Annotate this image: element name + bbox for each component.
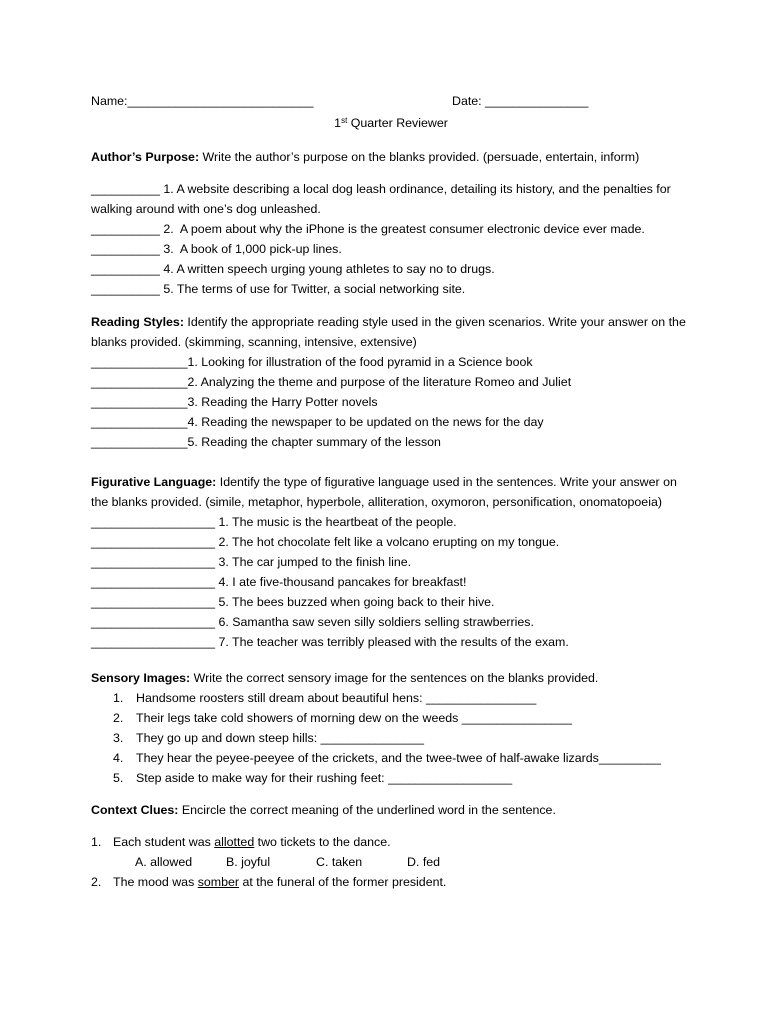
list-item: 5. Step aside to make way for their rushing feet: __________________ bbox=[113, 771, 513, 785]
list-item: ______________1. Looking for illustration of the food pyramid in a Science book bbox=[91, 355, 533, 369]
section-heading: Figurative Language: Identify the type of figurative language used in the sentences. Write your answer on the blanks provided. (simile, metaphor, hyperbole, alliteration, oxymoron, personification, onomatopoeia) bbox=[91, 475, 677, 509]
list-item: ______________4. Reading the newspaper to be updated on the news for the day bbox=[91, 415, 544, 429]
list-item: __________ 5. The terms of use for Twitter, a social networking site. bbox=[91, 282, 466, 296]
list-item: 1. Handsome roosters still dream about beautiful hens: ________________ bbox=[113, 691, 537, 705]
section-heading: Reading Styles: Identify the appropriate reading style used in the given scenarios. Write your answer on the blanks provided. (skimming, scanning, intensive, extensive) bbox=[91, 315, 686, 349]
list-item: __________________ 4. I ate five-thousand pancakes for breakfast! bbox=[91, 575, 467, 589]
list-item: __________ 2. A poem about why the iPhone is the greatest consumer electronic device ever made. bbox=[91, 222, 645, 236]
list-item: __________________ 1. The music is the heartbeat of the people. bbox=[91, 515, 457, 529]
question-item: 2. The mood was somber at the funeral of the former president. bbox=[91, 875, 447, 889]
list-item: 4. They hear the peyee-peeyee of the crickets, and the twee-twee of half-awake lizards_________ bbox=[113, 751, 661, 765]
list-item: __________ 4. A written speech urging young athletes to say no to drugs. bbox=[91, 262, 495, 276]
date-field-line: Date: _______________ bbox=[452, 94, 589, 108]
question-item: 1. Each student was allotted two tickets to the dance. bbox=[91, 835, 391, 849]
list-item: 3. They go up and down steep hills: _______________ bbox=[113, 731, 424, 745]
list-item: __________________ 3. The car jumped to the finish line. bbox=[91, 555, 412, 569]
list-item: __________ 3. A book of 1,000 pick-up lines. bbox=[91, 242, 342, 256]
list-item: ______________3. Reading the Harry Potter novels bbox=[91, 395, 378, 409]
section-figurative-language bbox=[91, 472, 691, 652]
section-sensory-images bbox=[91, 668, 691, 788]
list-item: 2. Their legs take cold showers of morning dew on the weeds ________________ bbox=[113, 711, 573, 725]
list-item: ______________2. Analyzing the theme and purpose of the literature Romeo and Juliet bbox=[91, 375, 572, 389]
list-item: __________________ 7. The teacher was terribly pleased with the results of the exam. bbox=[91, 635, 569, 649]
section-heading: Author’s Purpose: Write the author’s purpose on the blanks provided. (persuade, entertain, inform) bbox=[91, 150, 640, 164]
section-heading: Sensory Images: Write the correct sensory image for the sentences on the blanks provided. bbox=[91, 671, 599, 685]
name-field-line: Name:___________________________ bbox=[91, 94, 314, 108]
section-heading: Context Clues: Encircle the correct meaning of the underlined word in the sentence. bbox=[91, 803, 556, 817]
answer-choices bbox=[91, 852, 691, 872]
underlined-word: allotted bbox=[214, 835, 255, 849]
list-item: __________________ 2. The hot chocolate felt like a volcano erupting on my tongue. bbox=[91, 535, 560, 549]
underlined-word: somber bbox=[197, 875, 240, 889]
section-context-clues bbox=[91, 800, 691, 892]
choice-c[interactable]: C. taken bbox=[316, 855, 363, 869]
list-item: __________ 1. A website describing a local dog leash ordinance, detailing its history, and the penalties for walking around with one’s dog unleashed. bbox=[91, 182, 671, 216]
choice-d[interactable]: D. fed bbox=[407, 855, 441, 869]
section-reading-styles bbox=[91, 312, 691, 452]
choice-b[interactable]: B. joyful bbox=[226, 855, 271, 869]
page-title: 1st Quarter Reviewer bbox=[334, 116, 448, 130]
list-item: __________________ 6. Samantha saw seven silly soldiers selling strawberries. bbox=[91, 615, 534, 629]
worksheet bbox=[91, 91, 691, 892]
list-item: ______________5. Reading the chapter summary of the lesson bbox=[91, 435, 441, 449]
header-row bbox=[91, 91, 691, 111]
list-item: __________________ 5. The bees buzzed when going back to their hive. bbox=[91, 595, 495, 609]
choice-a[interactable]: A. allowed bbox=[135, 855, 193, 869]
section-authors-purpose bbox=[91, 147, 691, 299]
